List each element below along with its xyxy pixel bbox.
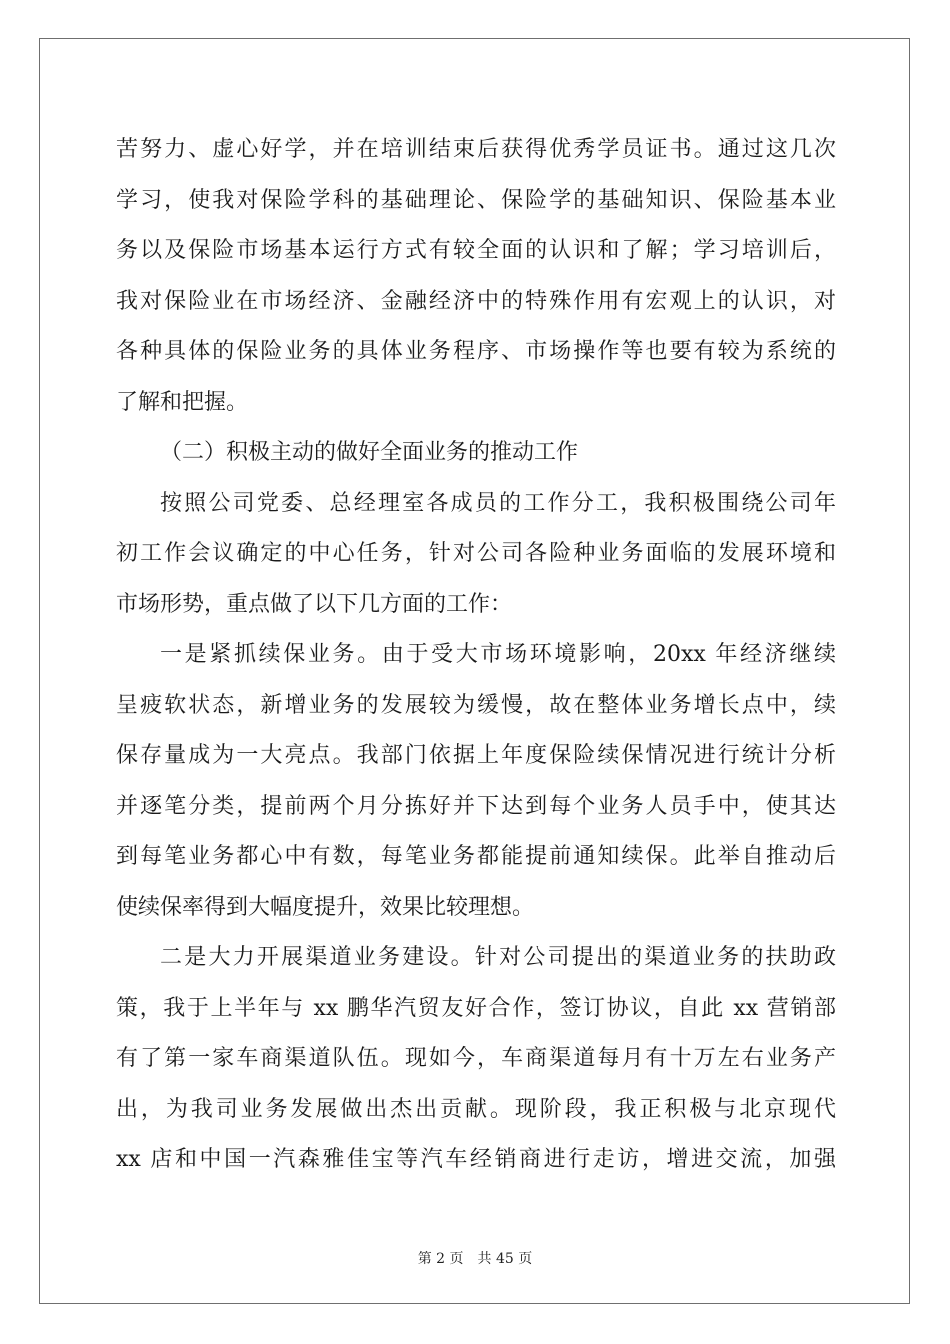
document-body xyxy=(116,125,836,1186)
text-line: 呈疲软状态，新增业务的发展较为缓慢，故在整体业务增长点中，续 xyxy=(116,692,836,718)
text-line: 初工作会议确定的中心任务，针对公司各险种业务面临的发展环境和 xyxy=(116,541,836,566)
text-line: 了解和把握。 xyxy=(116,389,249,415)
text-line: （二）积极主动的做好全面业务的推动工作 xyxy=(160,440,579,465)
text-line: 并逐笔分类，提前两个月分拣好并下达到每个业务人员手中，使其达 xyxy=(116,793,836,819)
text-line: 务以及保险市场基本运行方式有较全面的认识和了解；学习培训后， xyxy=(116,238,836,263)
text-line: 策，我于上半年与 xx 鹏华汽贸友好合作，签订协议，自此 xx 营销部 xyxy=(116,995,836,1021)
text-line: 二是大力开展渠道业务建设。针对公司提出的渠道业务的扶助政 xyxy=(160,945,836,970)
text-line: xx 店和中国一汽森雅佳宝等汽车经销商进行走访，增进交流，加强 xyxy=(116,1147,836,1172)
text-line: 保存量成为一大亮点。我部门依据上年度保险续保情况进行统计分析 xyxy=(116,743,836,768)
text-line: 各种具体的保险业务的具体业务程序、市场操作等也要有较为系统的 xyxy=(116,339,836,364)
text-line: 市场形势，重点做了以下几方面的工作： xyxy=(116,591,513,617)
text-line: 我对保险业在市场经济、金融经济中的特殊作用有宏观上的认识，对 xyxy=(116,288,836,314)
text-line: 有了第一家车商渠道队伍。现如今，车商渠道每月有十万左右业务产 xyxy=(116,1046,836,1071)
text-line: 按照公司党委、总经理室各成员的工作分工，我积极围绕公司年 xyxy=(160,490,836,516)
text-line: 学习，使我对保险学科的基础理论、保险学的基础知识、保险基本业 xyxy=(116,187,836,213)
text-line: 到每笔业务都心中有数，每笔业务都能提前通知续保。此举自推动后 xyxy=(116,844,836,869)
page-footer: 第 2 页 共 45 页 xyxy=(417,1251,533,1267)
text-line: 苦努力、虚心好学，并在培训结束后获得优秀学员证书。通过这几次 xyxy=(116,137,836,162)
text-line: 一是紧抓续保业务。由于受大市场环境影响，20xx 年经济继续 xyxy=(160,642,836,667)
text-line: 使续保率得到大幅度提升，效果比较理想。 xyxy=(116,894,535,920)
text-line: 出，为我司业务发展做出杰出贡献。现阶段，我正积极与北京现代 xyxy=(116,1096,836,1122)
